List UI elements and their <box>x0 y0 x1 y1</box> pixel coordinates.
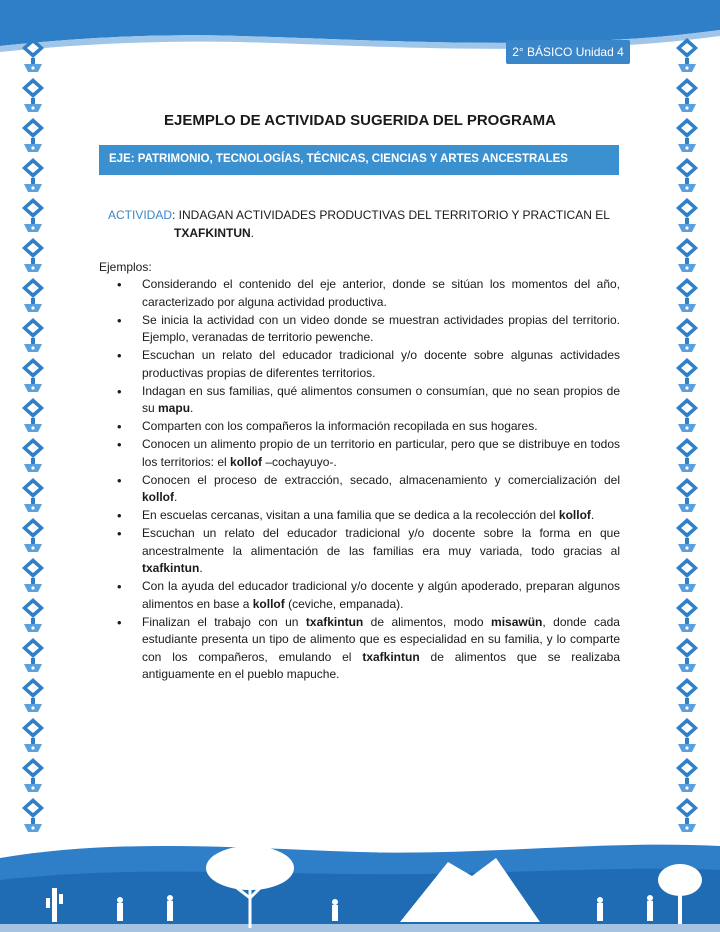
activity-label: ACTIVIDAD <box>108 208 173 222</box>
axis-label: EJE: PATRIMONIO, TECNOLOGÍAS, TÉCNICAS, CIENCIAS Y ARTES ANCESTRALES <box>109 153 568 165</box>
examples-list <box>114 276 620 684</box>
activity-block <box>108 206 616 242</box>
bottom-landscape-illustration <box>0 818 720 932</box>
unit-badge: 2° BÁSICO Unidad 4 <box>506 40 630 64</box>
list-item: • Indagan en sus familias, qué alimentos consumen o consumían, que no sean propios de su mapu. <box>114 383 620 418</box>
list-item: • Se inicia la actividad con un video donde se muestran actividades propias del territorio. Ejemplo, veranadas de territorio pewenche. <box>114 312 620 347</box>
list-item: • Conocen un alimento propio de un territorio en particular, pero que se distribuye en todos los territorios: el kollof –cochayuyo-. <box>114 436 620 471</box>
list-item: • Comparten con los compañeros la información recopilada en sus hogares. <box>114 418 620 436</box>
list-item: • Finalizan el trabajo con un txafkintun de alimentos, modo misawün, donde cada estudiante presenta un tipo de alimento que es especialidad en su familia, y lo comparte con los compañeros, emulando el txafkintun de alimentos que se realizaba antiguamente en el pueblo mapuche. <box>114 614 620 684</box>
list-item: • Considerando el contenido del eje anterior, donde se sitúan los momentos del año, caracterizado por alguna actividad productiva. <box>114 276 620 311</box>
examples-heading: Ejemplos: <box>99 260 152 274</box>
list-item: • Escuchan un relato del educador tradicional y/o docente sobre algunas actividades productivas propias de diferentes territorios. <box>114 347 620 382</box>
list-item: • Escuchan un relato del educador tradicional y/o docente sobre la forma en que ancestralmente la alimentación de las familias era muy variada, todo gracias al txafkintun. <box>114 525 620 578</box>
right-ornament-border <box>674 36 700 836</box>
list-item: • En escuelas cercanas, visitan a una familia que se dedica a la recolección del kollof. <box>114 507 620 525</box>
left-ornament-border <box>20 36 46 836</box>
activity-text: : INDAGAN ACTIVIDADES PRODUCTIVAS DEL TERRITORIO Y PRACTICAN EL <box>172 208 610 222</box>
list-item: • Con la ayuda del educador tradicional y/o docente y algún apoderado, preparan algunos alimentos en base a kollof (ceviche, empanada). <box>114 578 620 613</box>
activity-term: TXAFKINTUN <box>174 226 251 240</box>
list-item: • Conocen el proceso de extracción, secado, almacenamiento y comercialización del kollof. <box>114 472 620 507</box>
activity-period: . <box>250 226 255 240</box>
page-title: EJEMPLO DE ACTIVIDAD SUGERIDA DEL PROGRAMA <box>164 112 556 129</box>
axis-bar <box>99 145 619 175</box>
